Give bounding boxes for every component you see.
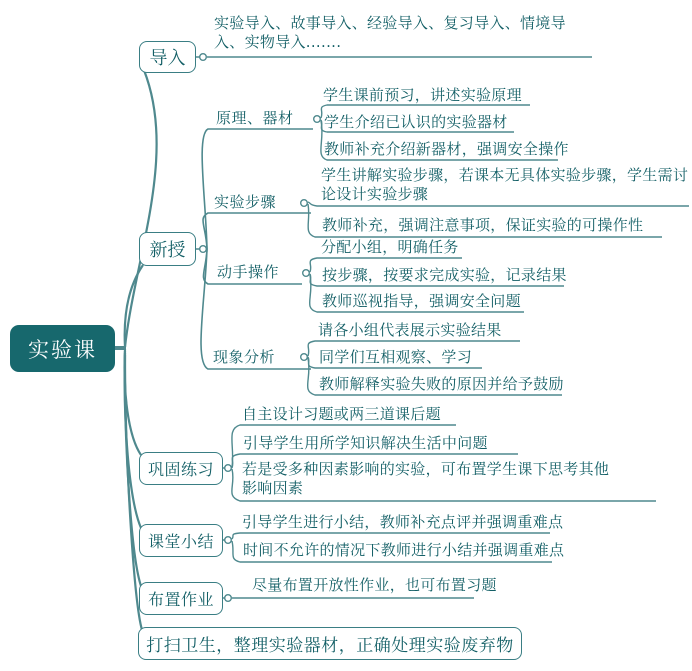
collapse-handle-icon[interactable] [301, 354, 308, 361]
branch-buzhi-zuoye[interactable]: 布置作业 [139, 582, 223, 615]
subtopic-dongshou-caozuo[interactable]: 动手操作 [217, 263, 280, 281]
branch-xinshou[interactable]: 新授 [139, 232, 196, 266]
subtopic-xianxiang-fenxi[interactable]: 现象分析 [213, 348, 276, 366]
branch-gonggu-lianxi[interactable]: 巩固练习 [139, 452, 223, 485]
leaf-item[interactable]: 教师巡视指导，强调安全问题 [322, 292, 521, 310]
leaf-item[interactable]: 引导学生用所学知识解决生活中问题 [243, 434, 488, 452]
collapse-handle-icon[interactable] [200, 54, 207, 61]
collapse-handle-icon[interactable] [314, 116, 321, 123]
collapse-handle-icon[interactable] [225, 537, 232, 544]
leaf-item[interactable]: 学生课前预习，讲述实验原理 [323, 86, 522, 104]
subtopic-shiyan-buzhou[interactable]: 实验步骤 [214, 193, 277, 211]
leaf-item[interactable]: 时间不允许的情况下教师进行小结并强调重难点 [243, 541, 565, 559]
leaf-item[interactable]: 按步骤，按要求完成实验，记录结果 [322, 266, 567, 284]
subtopic-yuanli-qicai[interactable]: 原理、器材 [216, 109, 294, 127]
leaf-item[interactable]: 若是受多种因素影响的实验，可布置学生课下思考其他影响因素 [242, 460, 610, 497]
branch-dasao-weisheng[interactable]: 打扫卫生，整理实验器材，正确处理实验废弃物 [138, 627, 522, 660]
leaf-item[interactable]: 同学们互相观察、学习 [319, 348, 473, 366]
leaf-item[interactable]: 教师补充介绍新器材，强调安全操作 [324, 140, 569, 158]
leaf-item[interactable]: 自主设计习题或两三道课后题 [242, 405, 441, 423]
root-topic[interactable]: 实验课 [10, 325, 115, 372]
leaf-item[interactable]: 实验导入、故事导入、经验导入、复习导入、情境导入、实物导入....... [214, 14, 566, 51]
connector-line [232, 533, 550, 539]
leaf-item[interactable]: 请各小组代表展示实验结果 [318, 321, 502, 339]
leaf-item[interactable]: 分配小组，明确任务 [321, 238, 459, 256]
leaf-item[interactable]: 教师补充，强调注意事项，保证实验的可操作性 [322, 216, 644, 234]
collapse-handle-icon[interactable] [200, 246, 207, 253]
connector-line [203, 213, 311, 249]
collapse-handle-icon[interactable] [225, 465, 232, 472]
connector-line [125, 63, 157, 347]
connector-line [202, 129, 313, 249]
leaf-item[interactable]: 引导学生进行小结，教师补充点评并强调重难点 [242, 513, 564, 531]
leaf-item[interactable]: 尽量布置开放性作业，也可布置习题 [252, 576, 497, 594]
collapse-handle-icon[interactable] [303, 270, 310, 277]
connector-line [196, 57, 226, 598]
leaf-item[interactable]: 学生讲解实验步骤，若课本无具体实验步骤，学生需讨论设计实验步骤 [321, 166, 689, 203]
leaf-item[interactable]: 学生介绍已认识的实验器材 [324, 113, 508, 131]
leaf-item[interactable]: 教师解释实验失败的原因并给予鼓励 [319, 375, 564, 393]
branch-daoru[interactable]: 导入 [139, 41, 196, 73]
collapse-handle-icon[interactable] [301, 200, 308, 207]
branch-ketang-xiaojie[interactable]: 课堂小结 [139, 524, 223, 557]
collapse-handle-icon[interactable] [225, 595, 232, 602]
